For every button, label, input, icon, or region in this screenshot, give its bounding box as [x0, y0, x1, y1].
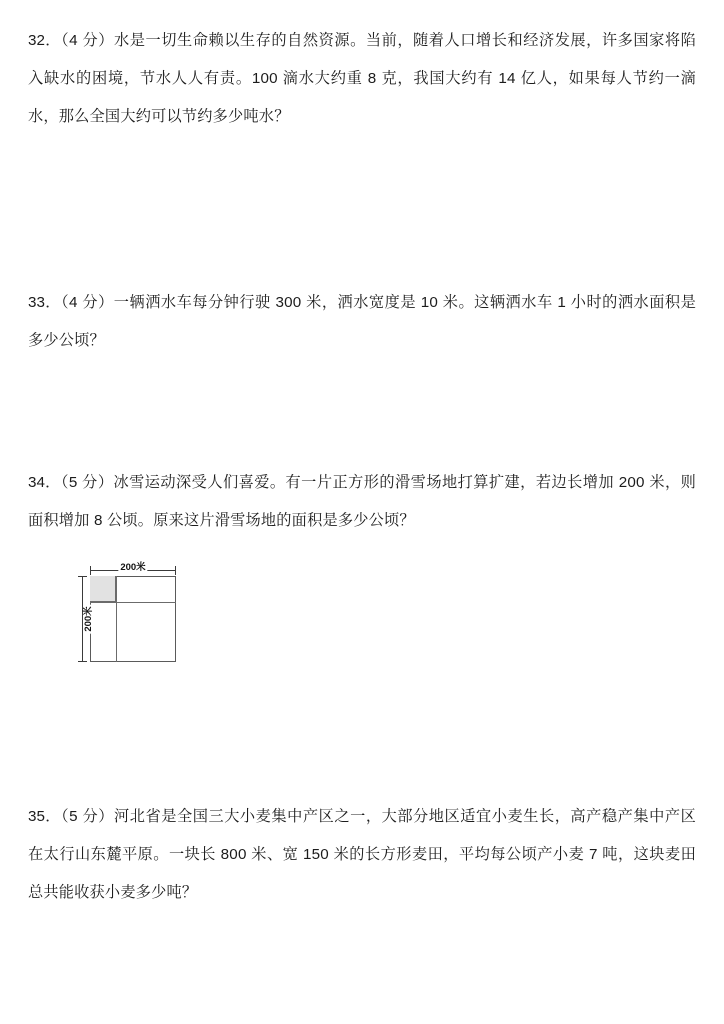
problem-35-dot: ．: [44, 808, 61, 825]
figure-left-dimension: [78, 576, 95, 662]
problem-33-dot: ．: [44, 294, 61, 311]
problem-32-dot: ．: [44, 32, 61, 49]
problem-32-number: 32: [28, 32, 45, 49]
answer-space-32: [28, 136, 696, 284]
problem-35-text: 河北省是全国三大小麦集中产区之一，大部分地区适宜小麦生长，高产稳产集中产区在太行山东麓平原。一块长 800 米、宽 150 米的长方形麦田，平均每公顷产小麦 7 吨，这块麦田总共能收获小麦多少吨？: [28, 808, 696, 901]
problem-33-points: （4 分）: [60, 294, 114, 311]
figure-horizontal-divider: [90, 602, 176, 603]
figure-shaded-corner: [90, 576, 116, 602]
problem-34-points: （5 分）: [60, 474, 114, 491]
figure-vertical-divider: [116, 576, 117, 662]
problem-35-points: （5 分）: [61, 808, 115, 825]
problem-33-number: 33: [28, 294, 45, 311]
answer-space-33: [28, 360, 696, 464]
problem-35-number: 35: [28, 808, 45, 825]
problem-34-dot: ．: [44, 474, 61, 491]
problem-34: [28, 464, 696, 540]
square-expansion-figure: [62, 554, 182, 666]
figure-top-dimension: [90, 562, 176, 575]
problem-34-number: 34: [28, 474, 45, 491]
problem-32-points: （4 分）: [61, 32, 115, 49]
figure-left-dimension-label: 200米: [83, 606, 95, 632]
problem-32-text: 水是一切生命赖以生存的自然资源。当前，随着人口增长和经济发展，许多国家将陷入缺水的困境，节水人人有责。100 滴水大约重 8 克，我国大约有 14 亿人，如果每人节约一滴水，那么全国大约可以节约多少吨水？: [28, 32, 696, 125]
problem-33-text: 一辆洒水车每分钟行驶 300 米，洒水宽度是 10 米。这辆洒水车 1 小时的洒水面积是多少公顷？: [28, 294, 697, 349]
problem-32: [28, 22, 696, 136]
answer-space-34: [28, 666, 696, 798]
problem-33: [28, 284, 696, 360]
problem-34-text: 冰雪运动深受人们喜爱。有一片正方形的滑雪场地打算扩建，若边长增加 200 米，则面积增加 8 公顷。原来这片滑雪场地的面积是多少公顷？: [28, 474, 696, 529]
problem-35: [28, 798, 696, 912]
figure-top-dimension-label: 200米: [120, 562, 146, 573]
